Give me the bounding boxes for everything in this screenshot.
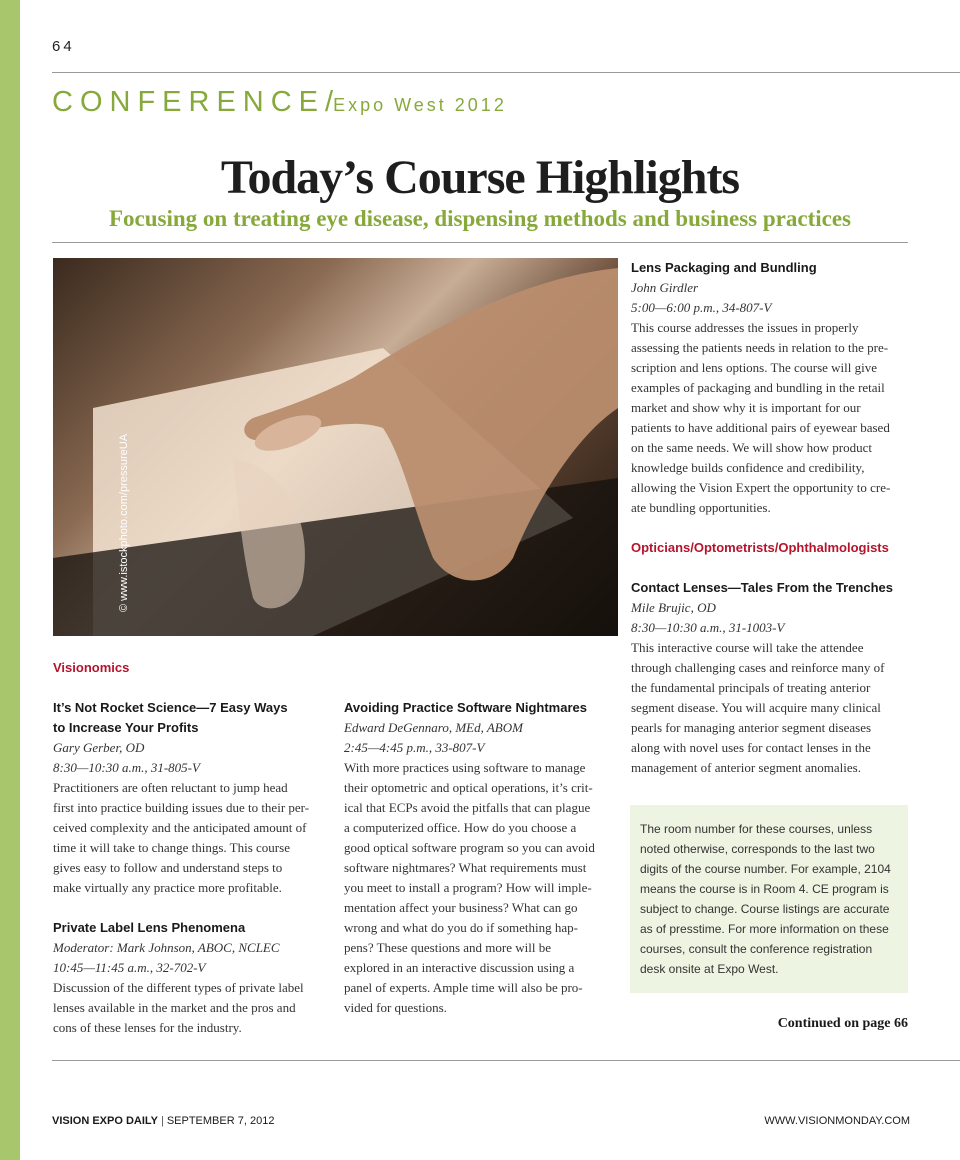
course-time: 5:00—6:00 p.m., 34-807-V: [631, 300, 772, 315]
info-line: courses, consult the conference registration: [640, 942, 873, 956]
description-line: good optical software program so you can avoid: [344, 840, 595, 855]
course-title: Private Label Lens Phenomena: [53, 920, 246, 935]
description-line: wrong and what do you do if something hap-: [344, 920, 578, 935]
course-time: 8:30—10:30 a.m., 31-805-V: [53, 760, 200, 775]
continued-note: Continued on page 66: [777, 1016, 908, 1031]
description-line: ate bundling opportunities.: [631, 500, 771, 515]
section-header: [52, 86, 507, 119]
course-contact-lenses: [631, 578, 907, 778]
description-line: allowing the Vision Expert the opportunity to cre-: [631, 480, 891, 495]
section-slash: /: [325, 86, 334, 118]
category-opticians: Opticians/Optometrists/Ophthalmologists: [631, 540, 889, 555]
course-presenter: Edward DeGennaro, MEd, ABOM: [344, 720, 523, 735]
info-line: as of presstime. For more information on these: [640, 922, 889, 936]
footer-publication: [52, 1115, 274, 1127]
description-line: This course addresses the issues in properly: [631, 320, 859, 335]
room-info-box: [630, 805, 908, 993]
description-line: a computerized office. How do you choose a: [344, 820, 577, 835]
course-private-label: [53, 918, 327, 1038]
description-line: This interactive course will take the attendee: [631, 640, 864, 655]
description-line: their optometric and optical operations, it’s crit-: [344, 780, 593, 795]
description-line: assessing the patients needs in relation to the pre-: [631, 340, 889, 355]
course-presenter: Mile Brujic, OD: [631, 600, 716, 615]
publication-name: VISION EXPO DAILY: [52, 1115, 158, 1127]
info-line: The room number for these courses, unless: [640, 822, 873, 836]
description-line: along with novel uses for contact lenses in the: [631, 740, 871, 755]
description-line: time it will take to change things. This course: [53, 840, 290, 855]
course-rocket-science: [53, 698, 327, 898]
course-title: Contact Lenses—Tales From the Trenches: [631, 580, 893, 595]
description-line: Practitioners are often reluctant to jump head: [53, 780, 288, 795]
tablet-touch-photo: [53, 258, 618, 636]
description-line: make virtually any practice more profitable.: [53, 880, 282, 895]
page-subtitle: Focusing on treating eye disease, dispensing methods and business practices: [108, 206, 852, 231]
description-line: segment disease. You will acquire many clinical: [631, 700, 881, 715]
photo-credit: © www.istockphoto.com/pressureUA: [118, 433, 130, 613]
course-time: 2:45—4:45 p.m., 33-807-V: [344, 740, 485, 755]
course-presenter: Gary Gerber, OD: [53, 740, 145, 755]
description-line: examples of packaging and bundling in the retail: [631, 380, 885, 395]
info-line: digits of the course number. For example, 2104: [640, 862, 891, 876]
description-line: explored in an interactive discussion using a: [344, 960, 575, 975]
description-line: scription and lens options. The course will give: [631, 360, 877, 375]
course-description: [53, 778, 327, 898]
info-line: noted otherwise, corresponds to the last two: [640, 842, 875, 856]
top-rule: [52, 72, 960, 73]
description-line: cons of these lenses for the industry.: [53, 1020, 242, 1035]
info-line: subject to change. Course listings are accurate: [640, 902, 890, 916]
course-title-line1: It’s Not Rocket Science—7 Easy Ways: [53, 700, 288, 715]
footer-website[interactable]: WWW.VISIONMONDAY.COM: [764, 1115, 910, 1127]
subtitle-rule: [52, 242, 908, 243]
description-line: patients to have additional pairs of eyewear based: [631, 420, 890, 435]
description-line: mentation affect your business? What can go: [344, 900, 578, 915]
description-line: you meet to install a program? How will imple-: [344, 880, 592, 895]
course-description: [53, 978, 327, 1038]
description-line: management of anterior segment anomalies.: [631, 760, 861, 775]
course-time: 10:45—11:45 a.m., 32-702-V: [53, 960, 206, 975]
course-software-nightmares: [344, 698, 618, 1018]
course-title-line2: to Increase Your Profits: [53, 720, 199, 735]
course-lens-packaging: [631, 258, 907, 518]
description-line: on the same needs. We will show how product: [631, 440, 872, 455]
info-line: means the course is in Room 4. CE program is: [640, 882, 889, 896]
description-line: market and show why it is important for our: [631, 400, 861, 415]
page-number: 64: [52, 38, 75, 55]
description-line: through challenging cases and reinforce many of: [631, 660, 885, 675]
course-title: Avoiding Practice Software Nightmares: [344, 700, 587, 715]
info-line: desk onsite at Expo West.: [640, 962, 779, 976]
publication-date: SEPTEMBER 7, 2012: [166, 1115, 275, 1127]
footer-separator: |: [160, 1115, 164, 1127]
photo-illustration: [53, 258, 618, 636]
description-line: pens? These questions and more will be: [344, 940, 551, 955]
description-line: software nightmares? What requirements must: [344, 860, 587, 875]
description-line: vided for questions.: [344, 1000, 447, 1015]
description-line: knowledge builds confidence and credibility,: [631, 460, 865, 475]
course-description: [631, 318, 907, 518]
description-line: gives easy to follow and understand steps to: [53, 860, 283, 875]
description-line: Discussion of the different types of private label: [53, 980, 304, 995]
description-line: ical that ECPs avoid the pitfalls that can plague: [344, 800, 591, 815]
description-line: With more practices using software to manage: [344, 760, 586, 775]
description-line: ceived complexity and the anticipated amount of: [53, 820, 307, 835]
course-presenter: John Girdler: [631, 280, 699, 295]
page-title: Today’s Course Highlights: [220, 151, 740, 204]
category-visionomics: Visionomics: [53, 660, 130, 675]
course-time: 8:30—10:30 a.m., 31-1003-V: [631, 620, 785, 635]
course-title: Lens Packaging and Bundling: [631, 260, 817, 275]
footer-rule: [52, 1060, 960, 1061]
description-line: panel of experts. Ample time will also be pro-: [344, 980, 583, 995]
section-main: CONFERENCE: [52, 86, 326, 118]
description-line: pearls for managing anterior segment diseases: [631, 720, 872, 735]
course-description: [344, 758, 618, 1018]
description-line: first into practice building issues due to their per-: [53, 800, 310, 815]
section-sub: Expo West 2012: [333, 95, 507, 115]
description-line: the fundamental principals of treating anterior: [631, 680, 871, 695]
course-description: [631, 638, 907, 778]
course-presenter: Moderator: Mark Johnson, ABOC, NCLEC: [53, 940, 280, 955]
description-line: lenses available in the market and the pros and: [53, 1000, 296, 1015]
